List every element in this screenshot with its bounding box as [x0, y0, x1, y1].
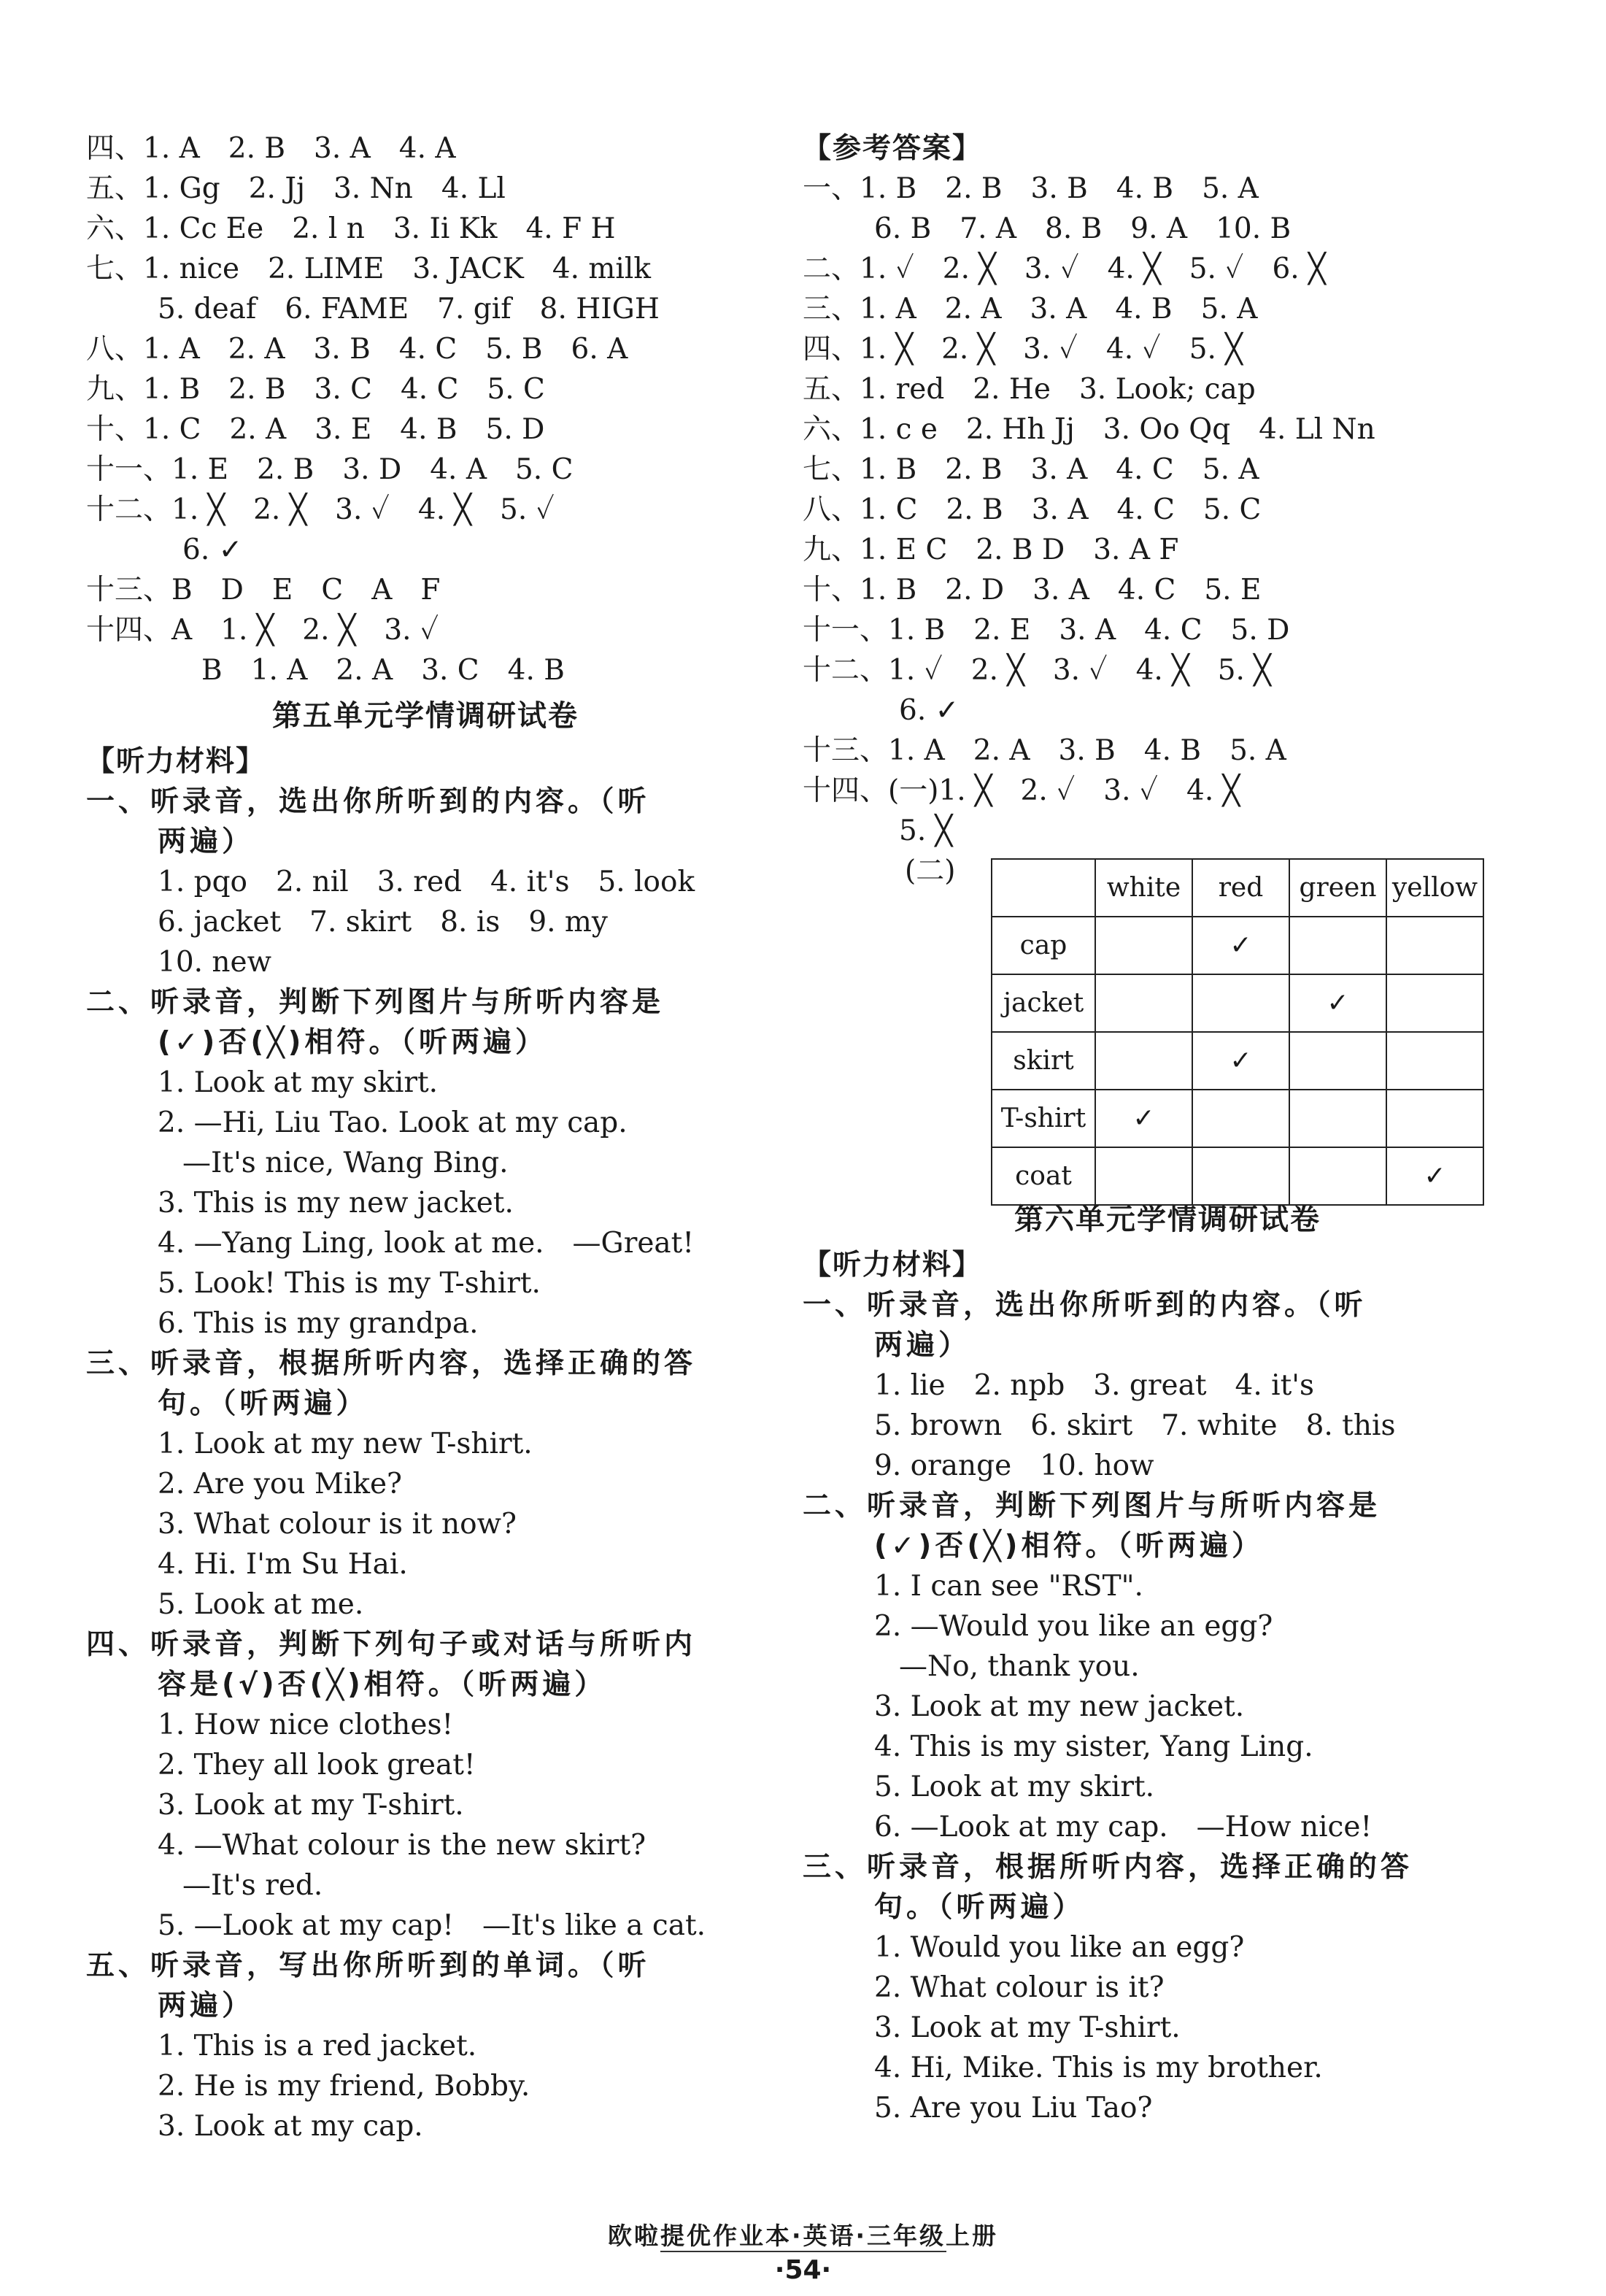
list-item: 4. This is my sister, Yang Ling. — [874, 1730, 1313, 1763]
answer-table-block — [803, 851, 1532, 1194]
answer-line: 十二、1. ╳ 2. ╳ 3. ✓ 4. ╳ 5. ✓ — [86, 493, 555, 526]
table-cell — [1192, 1090, 1289, 1147]
right-column — [803, 128, 1532, 2128]
answer-line: 四、1. A 2. B 3. A 4. A — [86, 132, 456, 165]
table-col-header: green — [1289, 859, 1386, 917]
list-item: 5. Look at me. — [158, 1588, 364, 1621]
table-cell: ✓ — [1095, 1090, 1192, 1147]
list-item: 6. —Look at my cap. —How nice! — [874, 1811, 1373, 1844]
table-cell — [1095, 1147, 1192, 1205]
answer-line: 5. deaf 6. FAME 7. gif 8. HIGH — [158, 293, 660, 325]
answer-line: 十二、1. ✓ 2. ╳ 3. ✓ 4. ╳ 5. ╳ — [803, 654, 1271, 687]
unit6-sec2-title-cont: (✓)否(╳)相符。（听两遍） — [874, 1530, 1264, 1563]
unit5-sec2-title-cont: (✓)否(╳)相符。（听两遍） — [158, 1026, 547, 1059]
list-item: 5. Look! This is my T-shirt. — [158, 1267, 541, 1300]
list-item: 1. Would you like an egg? — [874, 1931, 1245, 1964]
answer-line: 十四、A 1. ╳ 2. ╳ 3. ✓ — [86, 614, 439, 647]
list-item: 1. How nice clothes! — [158, 1708, 454, 1741]
list-item: 3. Look at my T-shirt. — [158, 1789, 464, 1822]
answer-line: 6. ✓ — [182, 533, 243, 566]
unit6-sec1-title: 一、听录音，选出你所听到的内容。（听 — [803, 1289, 1367, 1322]
table-cell: ✓ — [1386, 1147, 1483, 1205]
answer-line: 七、1. nice 2. LIME 3. JACK 4. milk — [86, 253, 651, 285]
answer-line: 八、1. C 2. B 3. A 4. C 5. C — [803, 493, 1262, 526]
answer-line: 6. ✓ — [899, 694, 960, 727]
unit6-sec2-title: 二、听录音，判断下列图片与所听内容是 — [803, 1490, 1381, 1522]
answer-line: 十四、(一)1. ╳ 2. ✓ 3. ✓ 4. ╳ — [803, 774, 1240, 807]
table-cell — [1386, 1032, 1483, 1090]
table-cell: ✓ — [1289, 974, 1386, 1032]
table-row — [992, 917, 1483, 974]
unit5-sec2-title: 二、听录音，判断下列图片与所听内容是 — [86, 986, 665, 1019]
unit5-sec3-title-cont: 句。（听两遍） — [158, 1387, 368, 1420]
unit5-sec1-title-cont: 两遍） — [158, 825, 255, 858]
answer-line: 二、1. ✓ 2. ╳ 3. ✓ 4. ╳ 5. ✓ 6. ╳ — [803, 253, 1326, 285]
unit5-sec3-title: 三、听录音，根据所听内容，选择正确的答 — [86, 1347, 697, 1380]
list-item: 4. —What colour is the new skirt? — [158, 1829, 646, 1862]
list-item: 1. This is a red jacket. — [158, 2030, 477, 2062]
list-item: 1. Look at my new T-shirt. — [158, 1428, 533, 1460]
answer-line: B 1. A 2. A 3. C 4. B — [201, 654, 565, 687]
list-item: 2. —Hi, Liu Tao. Look at my cap. — [158, 1106, 628, 1139]
list-item: 1. Look at my skirt. — [158, 1066, 439, 1099]
table-header-row — [992, 859, 1483, 917]
list-item: —It's nice, Wang Bing. — [182, 1147, 509, 1179]
list-item: 6. This is my grandpa. — [158, 1307, 479, 1340]
table-cell — [1289, 1090, 1386, 1147]
table-cell — [1289, 1147, 1386, 1205]
answer-line: 一、1. B 2. B 3. B 4. B 5. A — [803, 172, 1259, 205]
list-item: 3. Look at my T-shirt. — [874, 2011, 1181, 2044]
table-row-label: coat — [992, 1147, 1095, 1205]
table-row-label: jacket — [992, 974, 1095, 1032]
list-item: —No, thank you. — [899, 1650, 1140, 1683]
answer-line: 六、1. Cc Ee 2. l n 3. Ii Kk 4. F H — [86, 212, 616, 245]
reference-answers-heading: 【参考答案】 — [803, 132, 983, 165]
table-cell — [1386, 1090, 1483, 1147]
table-row-label: skirt — [992, 1032, 1095, 1090]
list-item: 1. I can see "RST". — [874, 1570, 1143, 1603]
list-item: 1. lie 2. npb 3. great 4. it's — [874, 1369, 1314, 1402]
list-item: —It's red. — [182, 1869, 323, 1902]
table-row-label: cap — [992, 917, 1095, 974]
list-item: 4. —Yang Ling, look at me. —Great! — [158, 1227, 695, 1260]
list-item: 4. Hi, Mike. This is my brother. — [874, 2052, 1323, 2084]
unit6-title: 第六单元学情调研试卷 — [1014, 1203, 1321, 1236]
unit5-sec5-title: 五、听录音，写出你所听到的单词。（听 — [86, 1949, 650, 1982]
unit6-material-heading: 【听力材料】 — [803, 1249, 983, 1282]
answer-line: 五、1. Gg 2. Jj 3. Nn 4. Ll — [86, 172, 506, 205]
list-item: 5. —Look at my cap! —It's like a cat. — [158, 1909, 706, 1942]
table-corner-cell — [992, 859, 1095, 917]
table-col-header: yellow — [1386, 859, 1483, 917]
answer-table — [991, 858, 1484, 1206]
answer-line: 十、1. B 2. D 3. A 4. C 5. E — [803, 574, 1262, 606]
table-cell — [1192, 1147, 1289, 1205]
table-row — [992, 974, 1483, 1032]
answer-line: 6. B 7. A 8. B 9. A 10. B — [874, 212, 1292, 245]
footer-book-title: 欧啦提优作业本·英语·三年级上册 — [607, 2222, 999, 2250]
unit5-sec5-title-cont: 两遍） — [158, 1989, 255, 2022]
page-number: ·54· — [774, 2255, 832, 2285]
answer-line: 六、1. c e 2. Hh Jj 3. Oo Qq 4. Ll Nn — [803, 413, 1375, 446]
list-item: 1. pqo 2. nil 3. red 4. it's 5. look — [158, 866, 695, 898]
unit5-sec1-title: 一、听录音，选出你所听到的内容。（听 — [86, 785, 650, 818]
answer-line: 十三、B D E C A F — [86, 574, 441, 606]
answer-line: 七、1. B 2. B 3. A 4. C 5. A — [803, 453, 1259, 486]
list-item: 3. Look at my new jacket. — [874, 1690, 1245, 1723]
table-row — [992, 1090, 1483, 1147]
answer-line: 十、1. C 2. A 3. E 4. B 5. D — [86, 413, 545, 446]
table-cell — [1386, 917, 1483, 974]
table-cell — [1095, 1032, 1192, 1090]
table-cell — [1289, 917, 1386, 974]
unit6-sec3-title-cont: 句。（听两遍） — [874, 1891, 1085, 1924]
list-item: 3. This is my new jacket. — [158, 1187, 514, 1220]
list-item: 9. orange 10. how — [874, 1449, 1154, 1482]
table-cell — [1192, 974, 1289, 1032]
table-row-label: T-shirt — [992, 1090, 1095, 1147]
table-cell: ✓ — [1192, 917, 1289, 974]
answer-line: 八、1. A 2. A 3. B 4. C 5. B 6. A — [86, 333, 628, 366]
list-item: 4. Hi. I'm Su Hai. — [158, 1548, 408, 1581]
list-item: 5. brown 6. skirt 7. white 8. this — [874, 1409, 1396, 1442]
unit6-sec1-title-cont: 两遍） — [874, 1329, 971, 1362]
table-cell — [1095, 974, 1192, 1032]
answer-line: 十一、1. E 2. B 3. D 4. A 5. C — [86, 453, 574, 486]
unit6-sec3-title: 三、听录音，根据所听内容，选择正确的答 — [803, 1851, 1413, 1884]
answer-line: 五、1. red 2. He 3. Look; cap — [803, 373, 1256, 406]
footer-divider — [660, 2251, 946, 2252]
table-cell: ✓ — [1192, 1032, 1289, 1090]
table-col-header: white — [1095, 859, 1192, 917]
table-col-header: red — [1192, 859, 1289, 917]
answer-line: 三、1. A 2. A 3. A 4. B 5. A — [803, 293, 1258, 325]
table-cell — [1386, 974, 1483, 1032]
table-row — [992, 1147, 1483, 1205]
answer-line: 5. ╳ — [899, 814, 953, 847]
list-item: 3. Look at my cap. — [158, 2110, 423, 2143]
list-item: 3. What colour is it now? — [158, 1508, 517, 1541]
table-label: (二) — [905, 855, 956, 887]
left-column — [86, 128, 765, 2146]
list-item: 5. Are you Liu Tao? — [874, 2092, 1153, 2124]
list-item: 5. Look at my skirt. — [874, 1771, 1155, 1803]
answer-line: 九、1. B 2. B 3. C 4. C 5. C — [86, 373, 545, 406]
unit5-title: 第五单元学情调研试卷 — [272, 699, 579, 733]
answer-line: 九、1. E C 2. B D 3. A F — [803, 533, 1179, 566]
answer-line: 十一、1. B 2. E 3. A 4. C 5. D — [803, 614, 1290, 647]
list-item: 2. He is my friend, Bobby. — [158, 2070, 530, 2103]
table-row — [992, 1032, 1483, 1090]
list-item: 10. new — [158, 946, 271, 979]
unit5-sec4-title: 四、听录音，判断下列句子或对话与所听内 — [86, 1628, 697, 1661]
list-item: 2. —Would you like an egg? — [874, 1610, 1273, 1643]
list-item: 2. What colour is it? — [874, 1971, 1165, 2004]
list-item: 2. Are you Mike? — [158, 1468, 402, 1501]
table-cell — [1095, 917, 1192, 974]
unit5-material-heading: 【听力材料】 — [86, 745, 266, 778]
answer-line: 十三、1. A 2. A 3. B 4. B 5. A — [803, 734, 1286, 767]
answer-line: 四、1. ╳ 2. ╳ 3. ✓ 4. ✓ 5. ╳ — [803, 333, 1243, 366]
unit5-sec4-title-cont: 容是(√)否(╳)相符。（听两遍） — [158, 1668, 607, 1701]
list-item: 6. jacket 7. skirt 8. is 9. my — [158, 906, 608, 939]
table-cell — [1289, 1032, 1386, 1090]
list-item: 2. They all look great! — [158, 1749, 476, 1781]
